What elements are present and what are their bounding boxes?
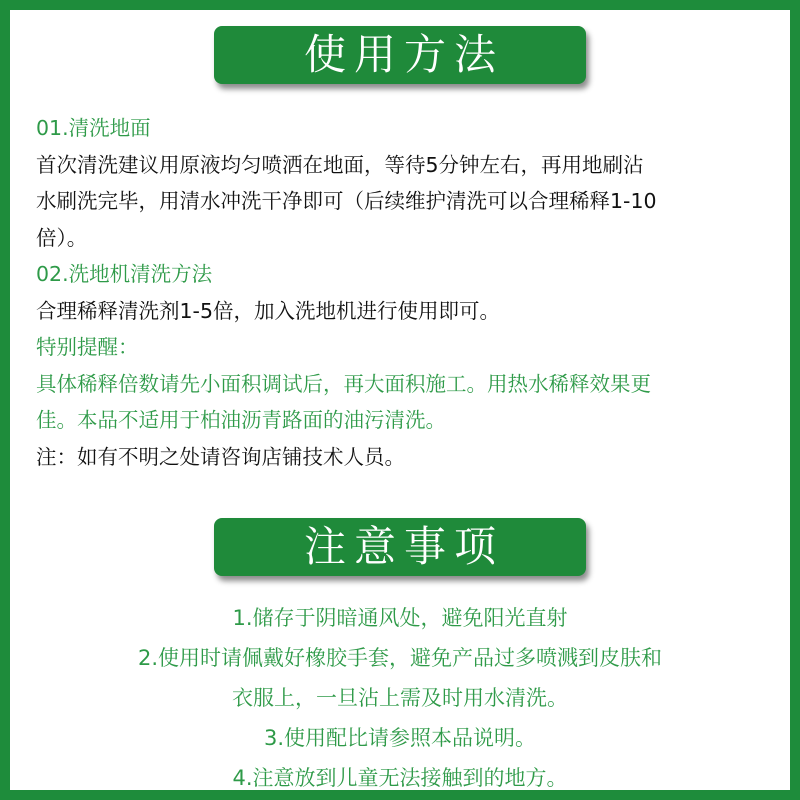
caution-item: 1.储存于阴暗通风处，避免阳光直射 [232,606,568,630]
caution-title-banner: 注意事项 [214,518,586,576]
usage-section [36,110,776,475]
reminder-line: 佳。本品不适用于柏油沥青路面的油污清洗。 [36,408,446,432]
step1-body-line: 倍）。 [36,225,88,250]
step1-body-line: 首次清洗建议用原液均匀喷洒在地面，等待5分钟左右，再用地刷沾 [36,152,644,177]
step2-heading: 02.洗地机清洗方法 [36,262,213,286]
caution-item: 衣服上，一旦沾上需及时用水清洗。 [232,686,568,710]
caution-item: 2.使用时请佩戴好橡胶手套，避免产品过多喷溅到皮肤和 [137,646,663,670]
step1-body-line: 水刷洗完毕，用清水冲洗干净即可（后续维护清洗可以合理稀释1-10 [36,189,657,213]
caution-item: 3.使用配比请参照本品说明。 [263,726,537,750]
reminder-heading: 特别提醒： [36,335,139,359]
footnote: 注：如有不明之处请咨询店铺技术人员。 [36,444,405,469]
step2-body: 合理稀释清洗剂1-5倍，加入洗地机进行使用即可。 [36,298,500,323]
caution-item: 4.注意放到儿童无法接触到的地方。 [232,766,568,790]
reminder-line: 具体稀释倍数请先小面积调试后，再大面积施工。用热水稀释效果更 [36,371,651,396]
usage-title-banner: 使用方法 [214,26,586,84]
step1-heading: 01.清洗地面 [36,116,151,140]
caution-list [10,598,790,798]
